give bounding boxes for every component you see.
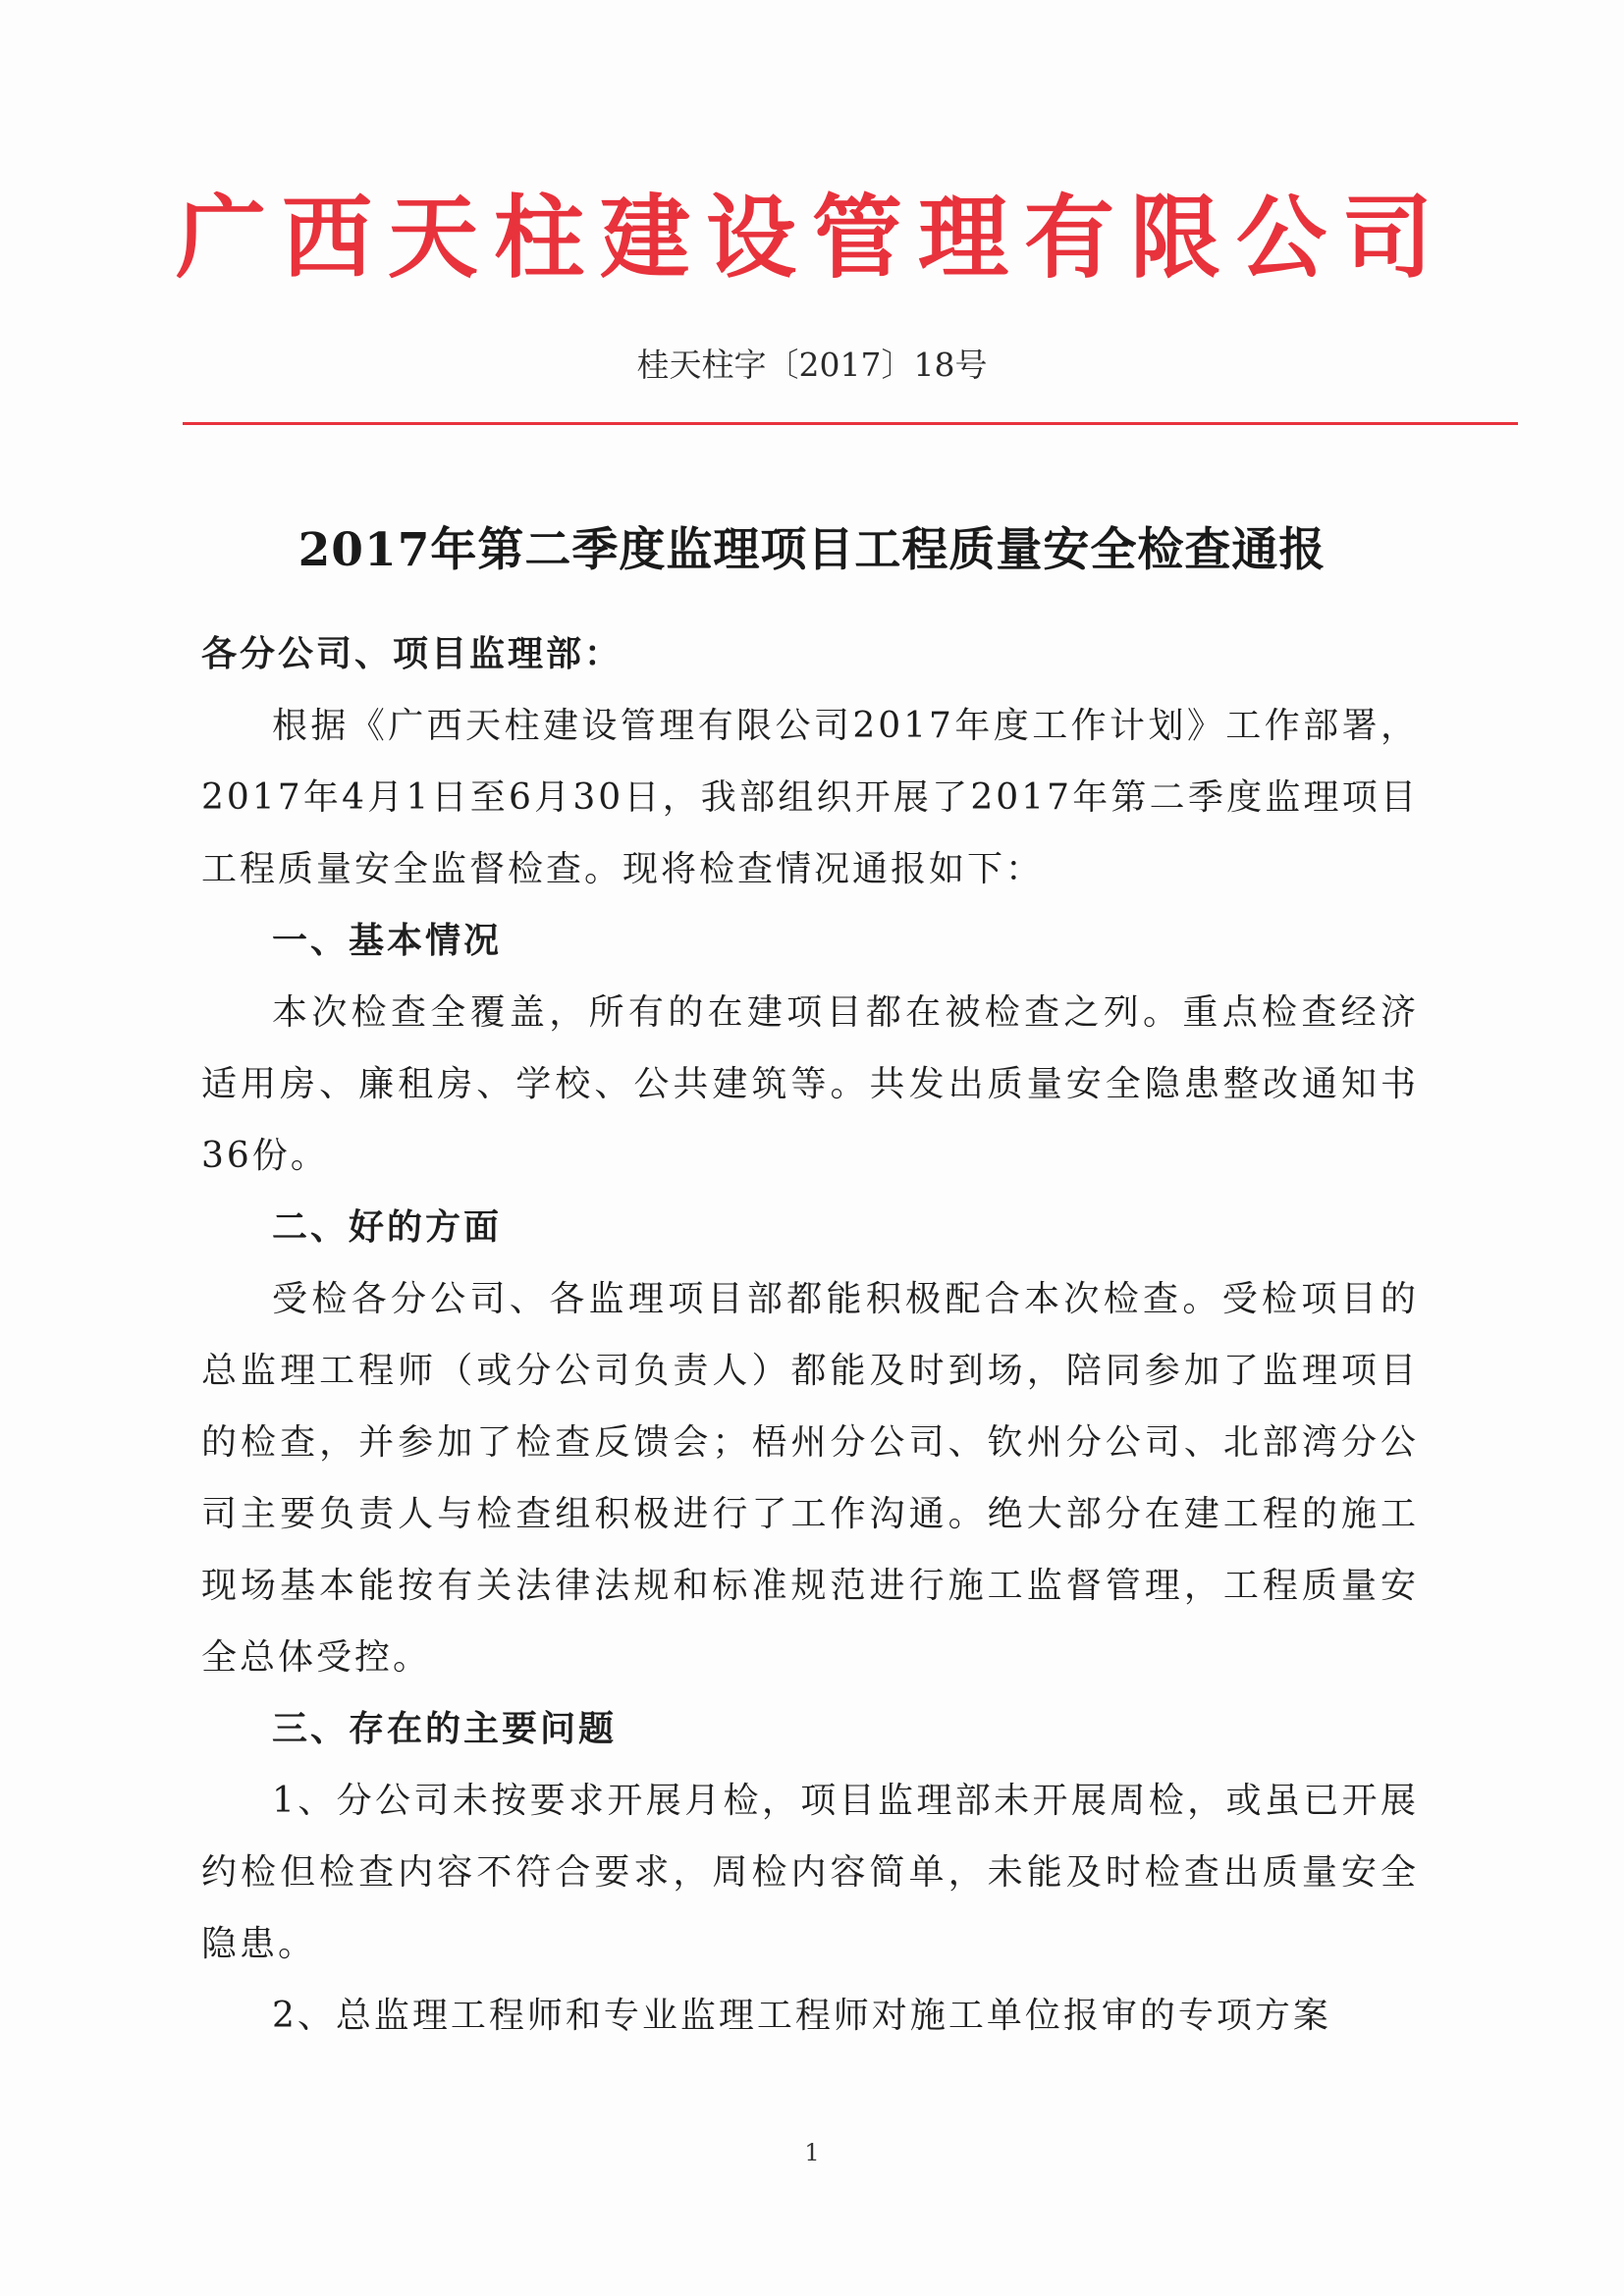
document-body [201, 618, 1419, 2052]
section-heading-problems: 三、存在的主要问题 [272, 1708, 618, 1749]
section-paragraph-good: 受检各分公司、各监理项目部都能积极配合本次检查。受检项目的总监理工程师（或分公司负责人）都能及时到场，陪同参加了监理项目的检查，并参加了检查反馈会；梧州分公司、钦州分公司、北部湾分公司主要负责人与检查组积极进行了工作沟通。绝大部分在建工程的施工现场基本能按有关法律法规和标准规范进行施工监督管理，工程质量安全总体受控。 [201, 1279, 1419, 1678]
intro-paragraph: 根据《广西天柱建设管理有限公司2017年度工作计划》工作部署，2017年4月1日至6月30日，我部组织开展了2017年第二季度监理项目工程质量安全监督检查。现将检查情况通报如下： [201, 706, 1419, 889]
problem-item-2: 2、总监理工程师和专业监理工程师对施工单位报审的专项方案 [272, 1996, 1331, 2036]
document-number: 桂天柱字〔2017〕18号 [636, 346, 988, 384]
letterhead-divider [183, 422, 1518, 425]
salutation: 各分公司、项目监理部： [201, 633, 623, 674]
letterhead-company-name: 广西天柱建设管理有限公司 [175, 186, 1448, 291]
section-heading-good: 二、好的方面 [272, 1206, 503, 1248]
section-heading-basic: 一、基本情况 [272, 920, 503, 961]
document-title: 2017年第二季度监理项目工程质量安全检查通报 [298, 523, 1326, 577]
problem-item-1: 1、分公司未按要求开展月检，项目监理部未开展周检，或虽已开展约检但检查内容不符合要求，周检内容简单，未能及时检查出质量安全隐患。 [201, 1781, 1419, 1964]
page-number: 1 [804, 2139, 820, 2166]
section-paragraph-basic: 本次检查全覆盖，所有的在建项目都在被检查之列。重点检查经济适用房、廉租房、学校、公共建筑等。共发出质量安全隐患整改通知书36份。 [201, 992, 1419, 1176]
